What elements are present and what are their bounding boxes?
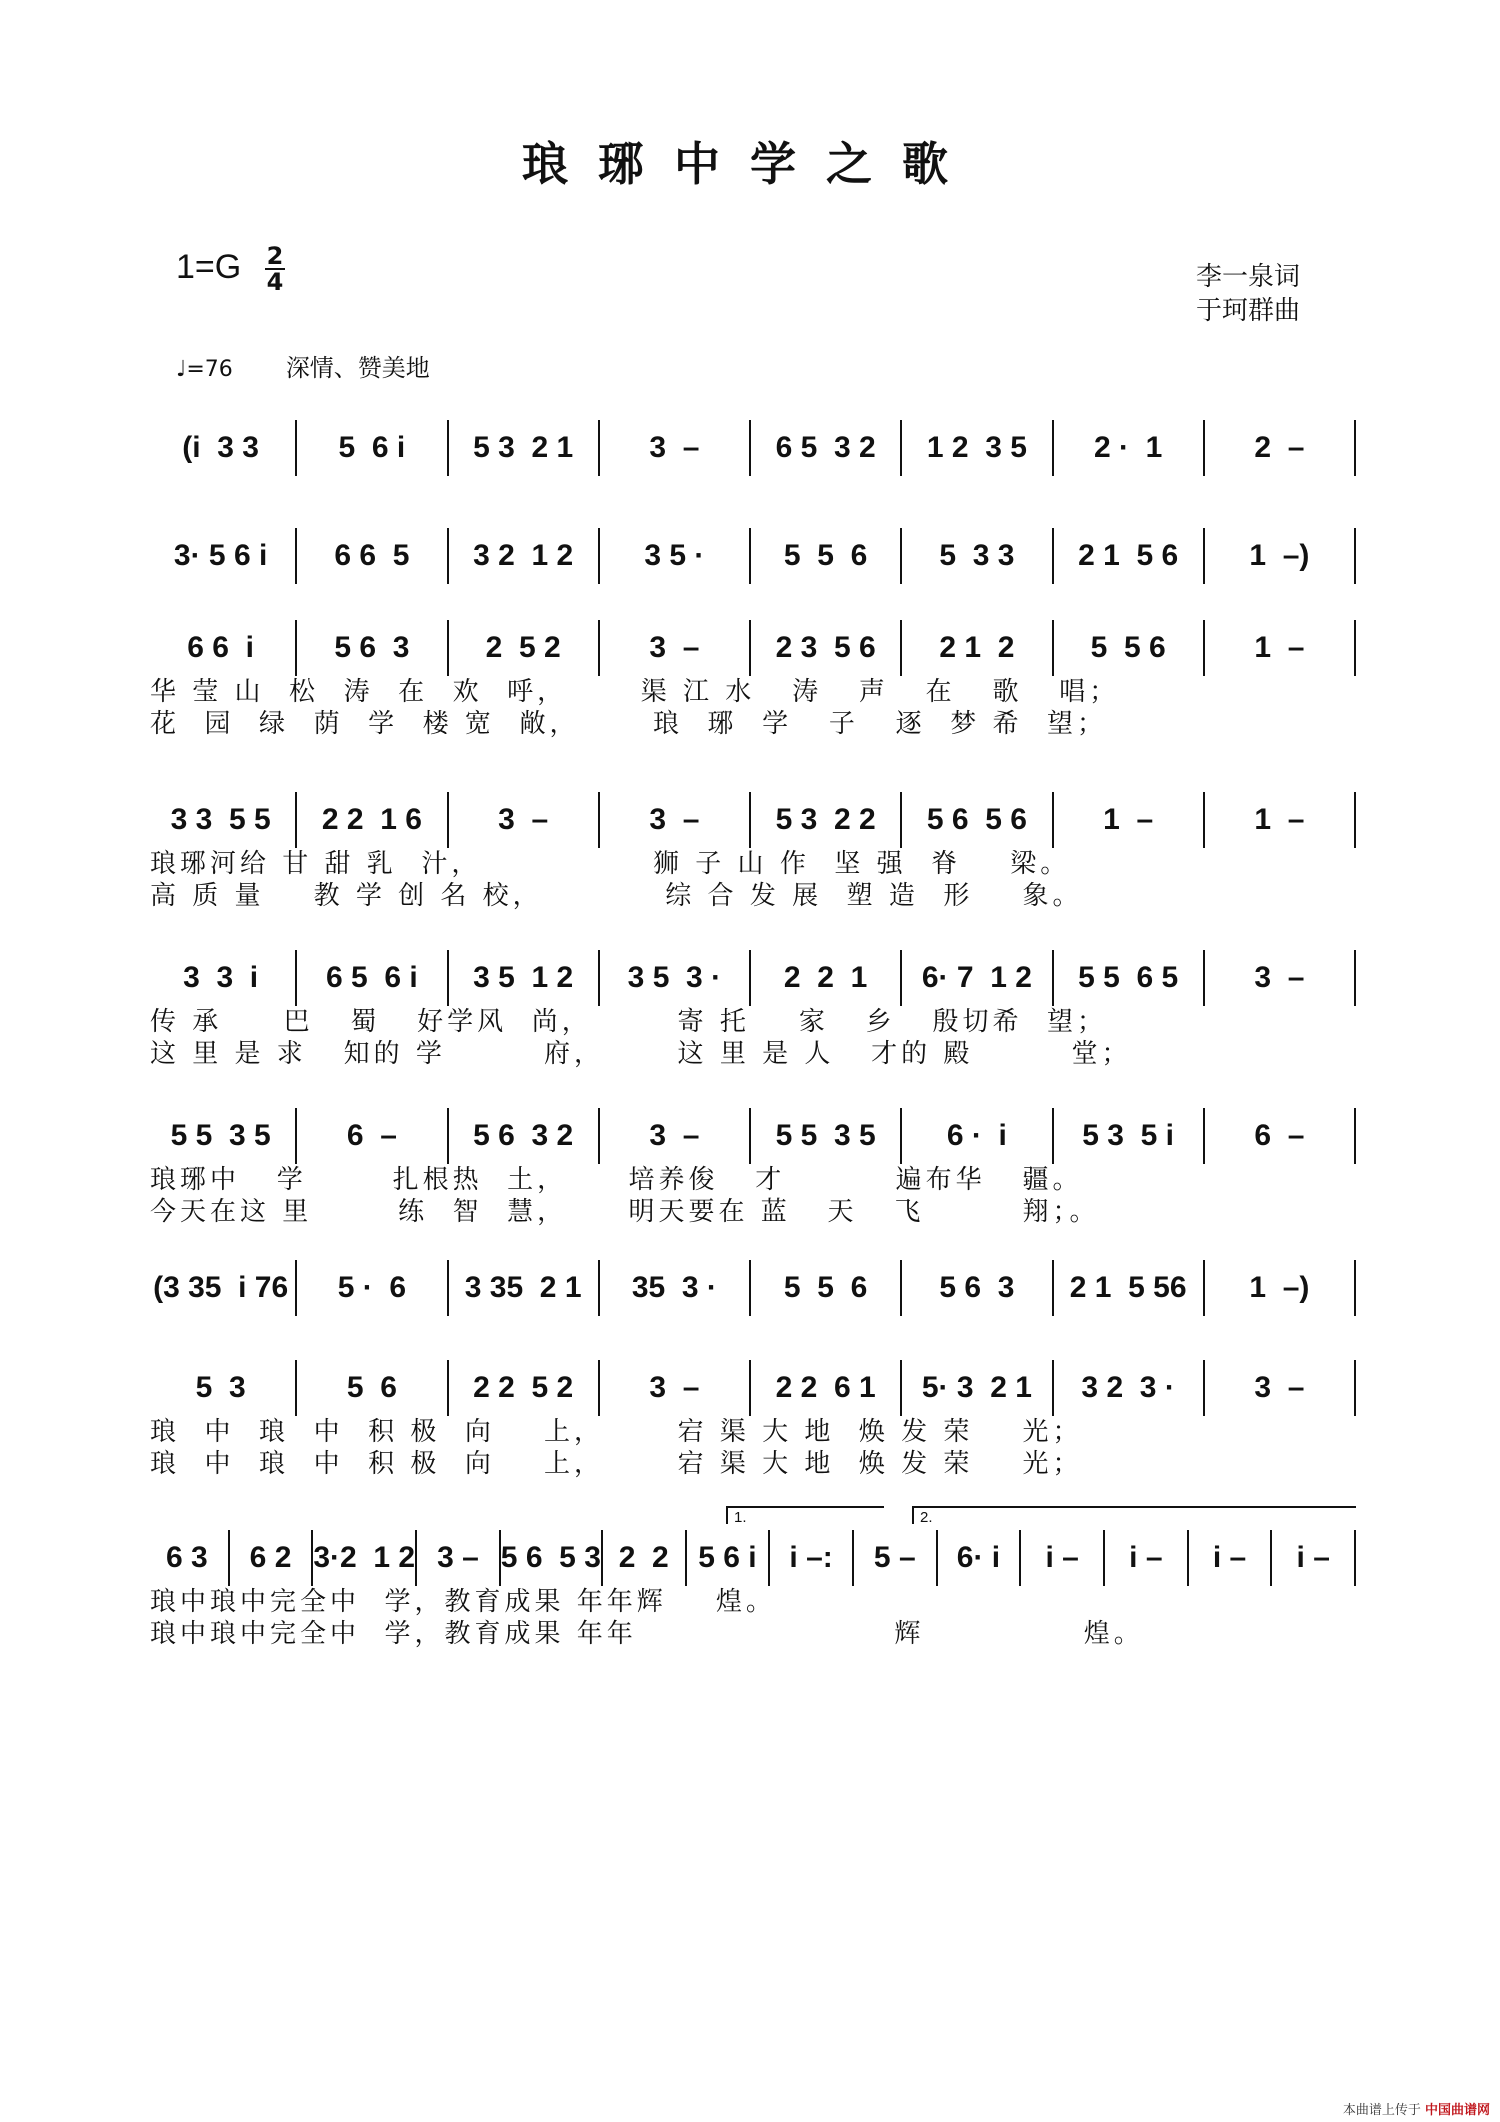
measure: 2 2 (601, 1530, 685, 1586)
measure: 2 1 5 56 (1052, 1260, 1203, 1316)
barline (1354, 620, 1356, 676)
measure: 2 1 2 (900, 620, 1051, 676)
score-system (146, 950, 1356, 1070)
measure: 3 – (447, 792, 598, 848)
measure: 3 5 3 · (598, 950, 749, 1006)
notation-row (146, 1530, 1356, 1586)
measure: 1 2 3 5 (900, 420, 1051, 476)
notation-row (146, 792, 1356, 848)
measure: 2 2 6 1 (749, 1360, 900, 1416)
lyrics-line: 琅琊中 学 扎根热 土， 培养俊 才 遍布华 疆。 (150, 1165, 1083, 1195)
lyrics-line: 琅 中 琅 中 积 极 向 上， 宕 渠 大 地 焕 发 荣 光； (150, 1417, 1083, 1447)
measure: 6 – (1203, 1108, 1354, 1164)
song-title: 琅琊中学之歌 (522, 137, 978, 191)
measure: 2 2 1 (749, 950, 900, 1006)
time-signature (262, 244, 288, 294)
barline (1354, 1260, 1356, 1316)
measure: i –: (768, 1530, 852, 1586)
score-system (146, 528, 1356, 584)
measure: 5 · 6 (295, 1260, 446, 1316)
measure: 3 35 2 1 (447, 1260, 598, 1316)
measure: 3 – (598, 1360, 749, 1416)
credits (1196, 260, 1300, 328)
score-system (146, 1260, 1356, 1316)
measure: 6· i (936, 1530, 1020, 1586)
measure: 5 6 3 (900, 1260, 1051, 1316)
footer-text: 本曲谱上传于 (1342, 2103, 1421, 2118)
barline (1354, 1108, 1356, 1164)
measure: 5 6 (295, 1360, 446, 1416)
score-system (146, 1360, 1356, 1480)
measure: 2 3 5 6 (749, 620, 900, 676)
measure: 5 5 3 5 (170, 1119, 271, 1152)
measure: 3 – (598, 620, 749, 676)
measure: 5 3 (195, 1371, 246, 1404)
key-signature: 1=G (176, 248, 242, 286)
score-system (146, 792, 1356, 912)
measure: 6 5 6 i (295, 950, 446, 1006)
measure: 3 5 · (598, 528, 749, 584)
lyricist: 李一泉词 (1196, 262, 1301, 292)
measure: 5 – (852, 1530, 936, 1586)
measure: 2 5 2 (447, 620, 598, 676)
barline (1354, 792, 1356, 848)
composer: 于珂群曲 (1196, 296, 1301, 326)
footer-credit (1343, 2099, 1490, 2118)
tempo-marking (176, 348, 430, 383)
lyrics-line: 今天在这 里 练 智 慧， 明天要在 蓝 天 飞 翔；。 (150, 1197, 1100, 1227)
measure: 5 5 6 (749, 1260, 900, 1316)
lyrics-line: 华 莹 山 松 涛 在 欢 呼， 渠 江 水 涛 声 在 歌 唱； (150, 677, 1120, 707)
measure: 3 – (598, 792, 749, 848)
barline (1354, 528, 1356, 584)
measure: (3 35 i 76 (153, 1271, 289, 1304)
measure: 3 2 3 · (1052, 1360, 1203, 1416)
measure: 6 · i (900, 1108, 1051, 1164)
site-logo: 中国曲谱网 (1424, 2103, 1490, 2118)
measure: 5 3 2 2 (749, 792, 900, 848)
measure: 5 5 3 5 (749, 1108, 900, 1164)
measure: 3 – (1203, 1360, 1354, 1416)
measure: 3 – (415, 1530, 499, 1586)
measure: 2 1 5 6 (1052, 528, 1203, 584)
measure: 5 6 3 (295, 620, 446, 676)
measure: 3· 5 6 i (173, 539, 268, 572)
measure: 5 3 5 i (1052, 1108, 1203, 1164)
measure: 1 – (1203, 792, 1354, 848)
measure: (i 3 3 (182, 431, 259, 464)
measure: 5· 3 2 1 (900, 1360, 1051, 1416)
barline (1354, 1530, 1356, 1586)
measure: 5 3 3 (900, 528, 1051, 584)
notation-row (146, 1360, 1356, 1416)
lyrics-line: 高 质 量 教 学 创 名 校， 综 合 发 展 塑 造 形 象。 (150, 881, 1083, 911)
measure: i – (1019, 1530, 1103, 1586)
notation-row (146, 1260, 1356, 1316)
measure: 3 – (598, 420, 749, 476)
lyrics-line: 传 承 巴 蜀 好学风 尚， 寄 托 家 乡 殷切希 望； (150, 1007, 1107, 1037)
lyrics-line: 琅中琅中完全中 学，教育成果 年年辉 煌。 (150, 1587, 776, 1617)
meter-top: 2 (266, 242, 284, 270)
measure: 1 –) (1203, 528, 1354, 584)
score-system (146, 1509, 1356, 1650)
lyrics-line: 琅 中 琅 中 积 极 向 上， 宕 渠 大 地 焕 发 荣 光； (150, 1449, 1083, 1479)
measure: 2 · 1 (1052, 420, 1203, 476)
tempo-value: ♩=76 (176, 357, 233, 382)
expression-marking: 深情、赞美地 (285, 354, 430, 382)
measure: 3 2 1 2 (447, 528, 598, 584)
second-ending-bracket: 2. (912, 1506, 1356, 1524)
measure: 5 6 5 3 (499, 1530, 601, 1586)
score-system (146, 420, 1356, 476)
notation-row (146, 620, 1356, 676)
measure: 6 5 3 2 (749, 420, 900, 476)
measure: i – (1103, 1530, 1187, 1586)
measure: 1 –) (1203, 1260, 1354, 1316)
first-ending-bracket: 1. (726, 1506, 884, 1524)
measure: 5 5 6 (749, 528, 900, 584)
measure: 1 – (1052, 792, 1203, 848)
measure: 3 – (598, 1108, 749, 1164)
lyrics-line: 花 园 绿 荫 学 楼 宽 敞， 琅 琊 学 子 逐 梦 希 望； (150, 709, 1107, 739)
notation-row (146, 528, 1356, 584)
measure: 3 5 1 2 (447, 950, 598, 1006)
measure: 3 3 i (183, 961, 259, 994)
notation-row (146, 950, 1356, 1006)
measure: 3·2 1 2 (311, 1530, 415, 1586)
notation-row (146, 1108, 1356, 1164)
measure: 5 6 3 2 (447, 1108, 598, 1164)
measure: 6 3 (165, 1541, 208, 1574)
measure: 6 – (295, 1108, 446, 1164)
barline (1354, 1360, 1356, 1416)
measure: 2 2 5 2 (447, 1360, 598, 1416)
measure: 3 3 5 5 (170, 803, 271, 836)
measure: 6 6 i (187, 631, 254, 664)
lyrics-line: 琅琊河给 甘 甜 乳 汁， 狮 子 山 作 坚 强 脊 梁。 (150, 849, 1071, 879)
measure: 5 6 i (295, 420, 446, 476)
measure: 5 6 i (685, 1530, 769, 1586)
measure: 2 – (1203, 420, 1354, 476)
measure: i – (1187, 1530, 1271, 1586)
measure: 6· 7 1 2 (900, 950, 1051, 1006)
measure: 6 6 5 (295, 528, 446, 584)
measure: i – (1270, 1530, 1354, 1586)
measure: 35 3 · (598, 1260, 749, 1316)
measure: 5 5 6 (1052, 620, 1203, 676)
measure: 5 5 6 5 (1052, 950, 1203, 1006)
meter-bottom: 4 (266, 268, 284, 296)
score-system (146, 1108, 1356, 1228)
measure: 5 6 5 6 (900, 792, 1051, 848)
measure: 3 – (1203, 950, 1354, 1006)
measure: 1 – (1203, 620, 1354, 676)
score-system (146, 620, 1356, 740)
measure: 5 3 2 1 (447, 420, 598, 476)
barline (1354, 950, 1356, 1006)
barline (1354, 420, 1356, 476)
lyrics-line: 这 里 是 求 知的 学 府， 这 里 是 人 才的 殿 堂； (150, 1039, 1132, 1069)
measure: 6 2 (228, 1530, 312, 1586)
measure: 2 2 1 6 (295, 792, 446, 848)
lyrics-line: 琅中琅中完全中 学，教育成果 年年 辉 煌。 (150, 1619, 1144, 1649)
notation-row (146, 420, 1356, 476)
